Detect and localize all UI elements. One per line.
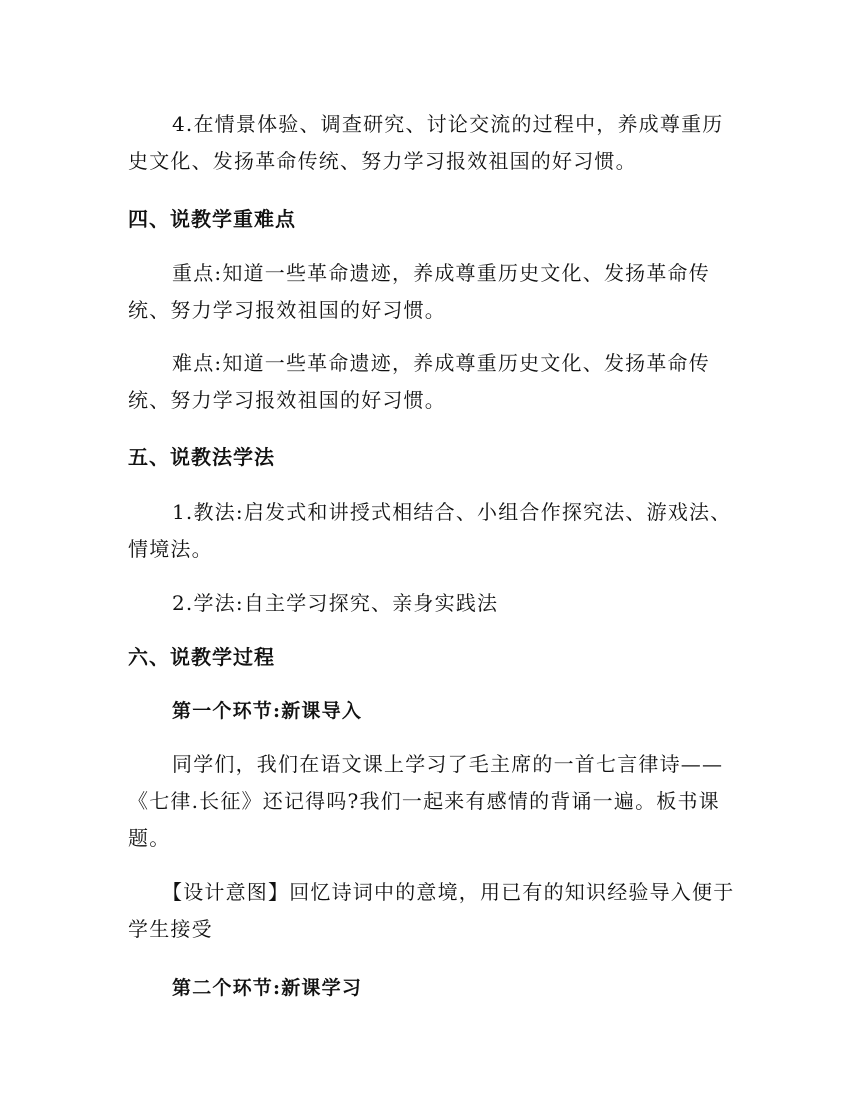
goal-4-paragraph: 4.在情景体验、调查研究、讨论交流的过程中，养成尊重历史文化、发扬革命传统、努力学习报效祖国的好习惯。 bbox=[128, 112, 724, 173]
intro-paragraph: 同学们，我们在语文课上学习了毛主席的一首七言律诗——《七律.长征》还记得吗?我们一起来有感情的背诵一遍。板书课题。 bbox=[128, 752, 724, 850]
key-point-paragraph: 重点:知道一些革命遗迹，养成尊重历史文化、发扬革命传统、努力学习报效祖国的好习惯。 bbox=[128, 261, 710, 322]
section-heading-key-difficult-points: 四、说教学重难点 bbox=[128, 207, 296, 231]
section-heading-methods: 五、说教法学法 bbox=[128, 445, 275, 469]
design-intent-paragraph: 【设计意图】回忆诗词中的意境，用已有的知识经验导入便于学生接受 bbox=[128, 880, 735, 941]
section-heading-teaching-process: 六、说教学过程 bbox=[128, 645, 275, 669]
teaching-method-paragraph: 1.教法:启发式和讲授式相结合、小组合作探究法、游戏法、情境法。 bbox=[128, 500, 732, 561]
difficult-point-paragraph: 难点:知道一些革命遗迹，养成尊重历史文化、发扬革命传统、努力学习报效祖国的好习惯。 bbox=[128, 351, 710, 412]
subheading-new-lesson-learning: 第二个环节:新课学习 bbox=[172, 977, 363, 999]
learning-method-paragraph: 2.学法:自主学习探究、亲身实践法 bbox=[172, 591, 499, 615]
subheading-new-lesson-intro: 第一个环节:新课导入 bbox=[172, 700, 363, 722]
